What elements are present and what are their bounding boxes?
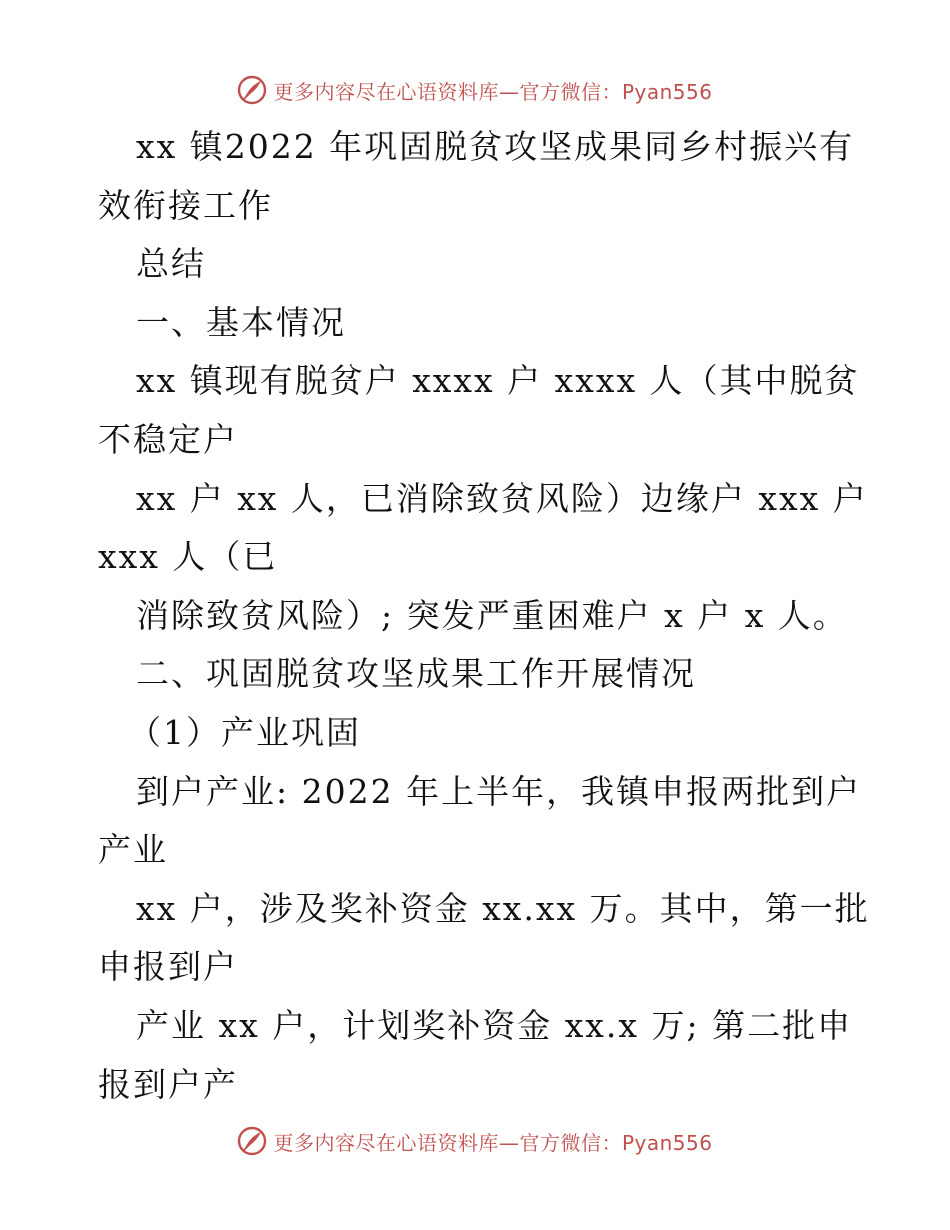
footer-banner-text: 更多内容尽在心语资料库—官方微信：Pyan556 (273, 1130, 713, 1155)
header-banner (0, 70, 950, 110)
quill-pen-icon (237, 1126, 267, 1156)
paragraph-line: 申报到户 (98, 947, 238, 987)
paragraph-line: 不稳定户 (98, 419, 238, 459)
paragraph-line: 产业 (98, 830, 168, 870)
doc-title-line-1: xx 镇2022 年巩固脱贫攻坚成果同乡村振兴有 (136, 127, 855, 166)
document-body (98, 118, 870, 1114)
paragraph-line: xx 户，涉及奖补资金 xx.xx 万。其中，第一批 (136, 888, 870, 928)
subsection-heading-industry: （1）产业巩固 (128, 712, 361, 752)
footer-banner (0, 1121, 950, 1161)
paragraph-line: 产业 xx 户，计划奖补资金 xx.x 万; 第二批申 (136, 1005, 853, 1045)
paragraph-line: xx 户 xx 人，已消除致贫风险）边缘户 xxx 户 (136, 478, 868, 518)
quill-pen-icon (237, 75, 267, 105)
paragraph-line: 消除致贫风险）; 突发严重困难户 x 户 x 人。 (136, 595, 848, 635)
doc-title-line-2: 效衔接工作 (98, 185, 273, 225)
paragraph-line: 到户产业: 2022 年上半年，我镇申报两批到户 (136, 771, 862, 811)
header-banner-text: 更多内容尽在心语资料库—官方微信：Pyan556 (273, 79, 713, 104)
paragraph-line: xxx 人（已 (98, 537, 278, 577)
section-heading-progress: 二、巩固脱贫攻坚成果工作开展情况 (136, 654, 696, 694)
paragraph-line: xx 镇现有脱贫户 xxxx 户 xxxx 人（其中脱贫 (136, 361, 860, 401)
section-heading-basic: 一、基本情况 (136, 302, 346, 342)
doc-title-line-3: 总结 (136, 244, 206, 284)
paragraph-line: 报到户产 (98, 1064, 238, 1104)
